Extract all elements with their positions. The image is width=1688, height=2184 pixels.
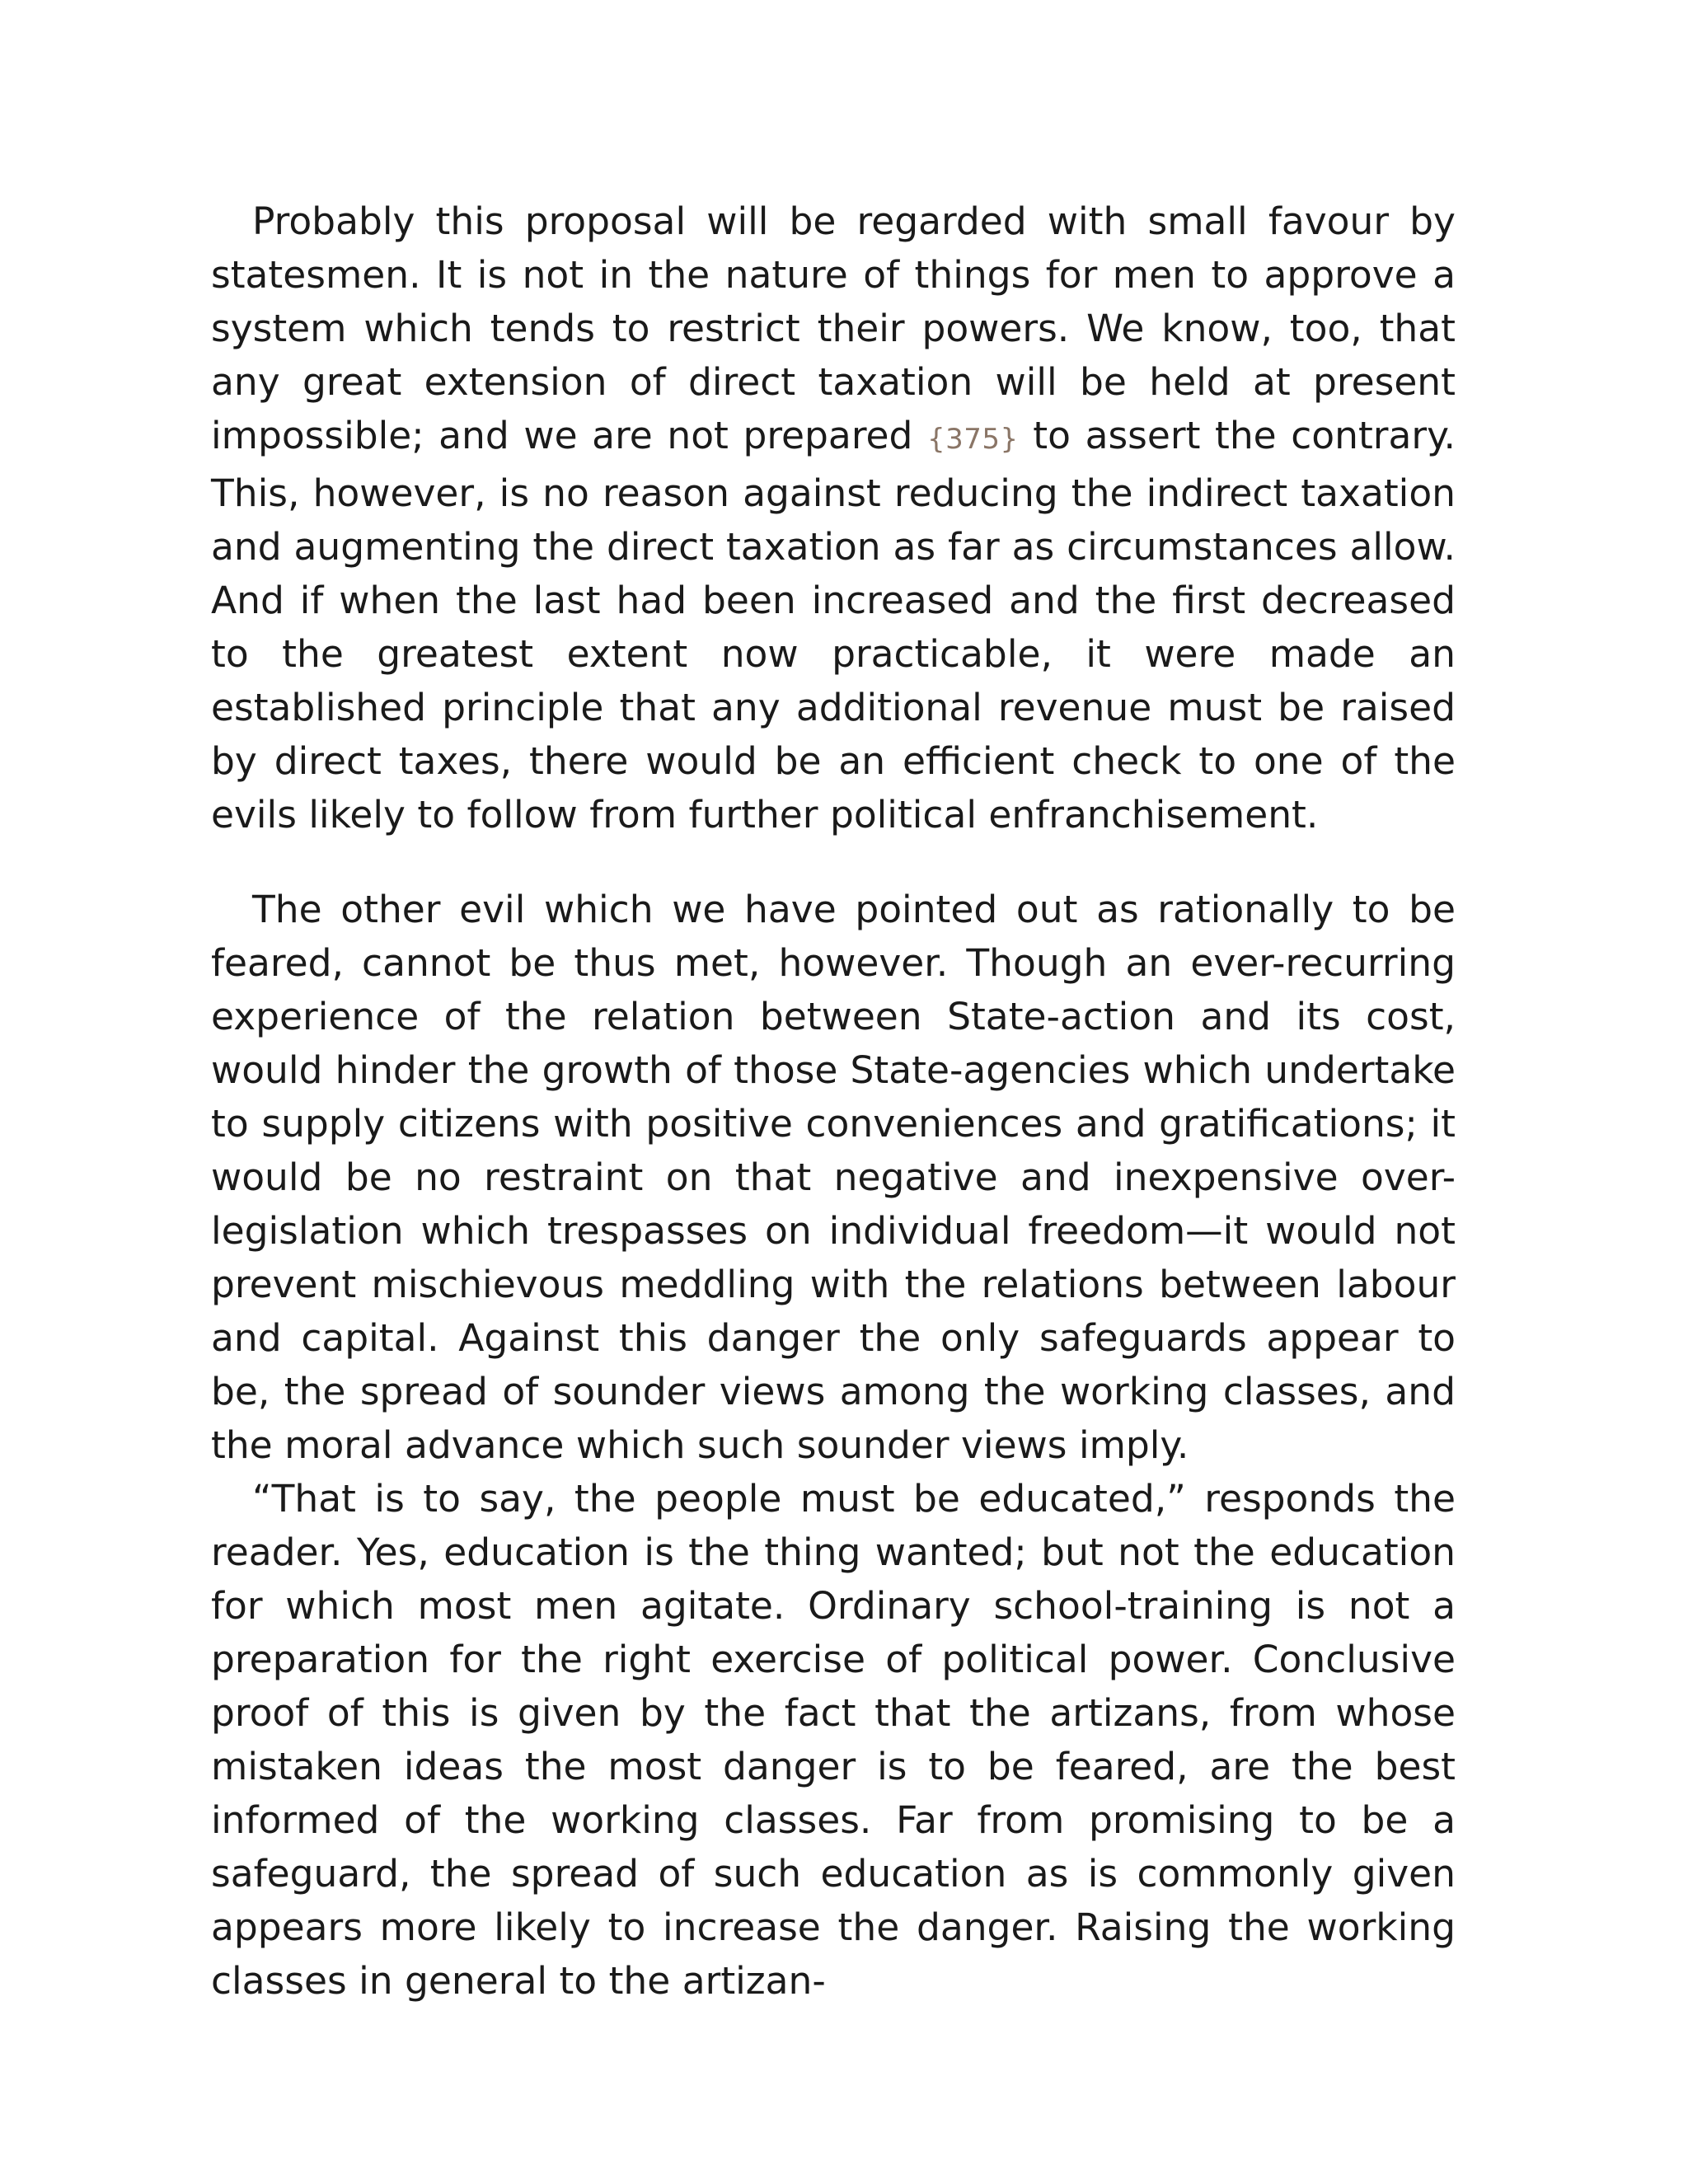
- document-page: [211, 194, 1456, 2008]
- paragraph-1-text-start: Probably this proposal will be regarded with small favour by statesmen. It is not in the nature of things for men to approve a system which tends to restrict their powers. We know, too, that any great extension of direct taxation will be held at present impossible; and we are not prepared: [211, 199, 1456, 457]
- paragraph-3: “That is to say, the people must be educated,” responds the reader. Yes, education is the thing wanted; but not the education for which most men agitate. Ordinary school-training is not a preparation for the right exercise of political power. Conclusive proof of this is given by the fact that the artizans, from whose mistaken ideas the most danger is to be feared, are the best informed of the working classes. Far from promising to be a safeguard, the spread of such education as is commonly given appears more likely to increase the danger. Raising the working classes in general to the artizan-: [211, 1477, 1456, 2003]
- page-number-marker: {375}: [927, 423, 1019, 456]
- paragraph-2: The other evil which we have pointed out as rationally to be feared, cannot be thus met, however. Though an ever-recurring experience of the relation between State-action and its cost, would hinder the growth of those State-agencies which undertake to supply citizens with positive conveniences and gratifications; it would be no restraint on that negative and inexpensive over-legislation which trespasses on individual freedom—it would not prevent mischievous meddling with the relations between labour and capital. Against this danger the only safeguards appear to be, the spread of sounder views among the working classes, and the moral advance which such sounder views imply.: [211, 888, 1456, 1467]
- paragraph-1: [211, 194, 1456, 841]
- paragraph-1-text-end: to assert the contrary. This, however, is no reason against reducing the indirect taxation and augmenting the direct taxation as far as circumstances allow. And if when the last had been increased and the first decreased to the greatest extent now practicable, it were made an established principle that any additional revenue must be raised by direct taxes, there would be an efficient check to one of the evils likely to follow from further political enfranchisement.: [211, 414, 1456, 837]
